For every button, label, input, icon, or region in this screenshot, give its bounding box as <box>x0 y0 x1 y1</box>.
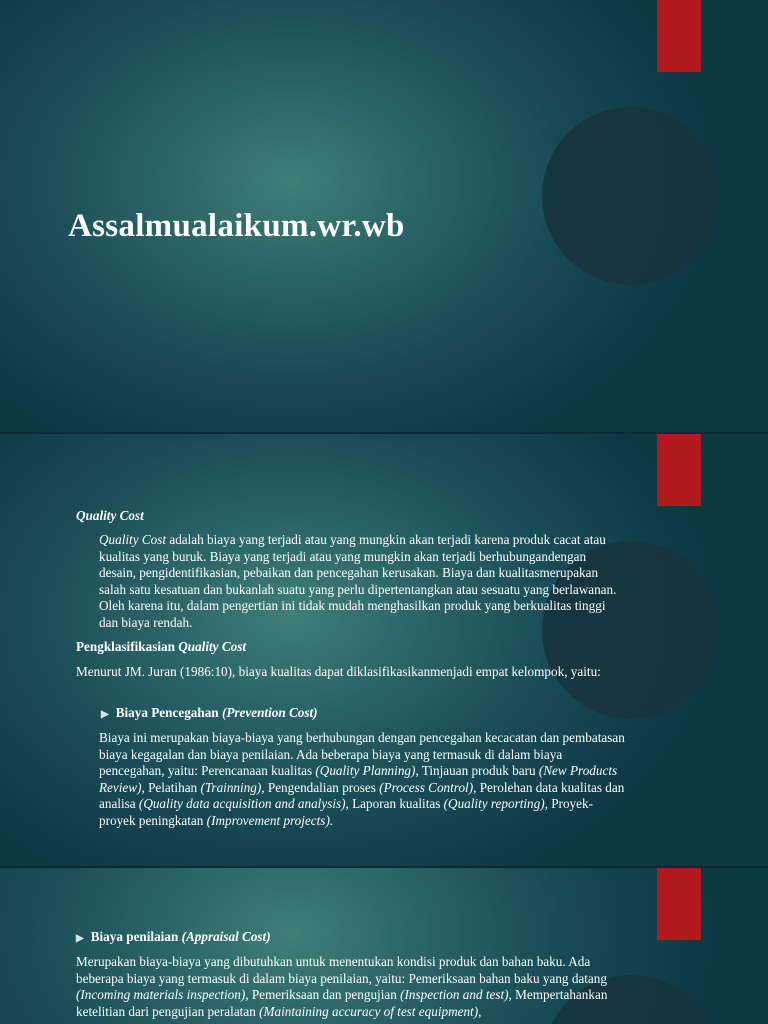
prevention-body-text-run: (Quality data acquisition and analysis), <box>138 796 349 811</box>
triangle-bullet-icon: ▶ <box>101 709 109 720</box>
appraisal-heading-text: Biaya penilaian <box>90 929 182 944</box>
juran-paragraph: Menurut JM. Juran (1986:10), biaya kualitas dapat diklasifikasikanmenjadi empat kelompok, yaitu: <box>76 664 601 679</box>
classification-heading <box>76 639 246 656</box>
appraisal-body-text-run: Pemeriksaan dan pengujian <box>248 987 401 1002</box>
prevention-cost-heading <box>101 705 318 724</box>
quality-cost-heading: Quality Cost <box>76 508 144 523</box>
prevention-body-text-run: (Trainning), <box>200 779 265 795</box>
classification-heading-text: Pengklasifikasian <box>76 639 179 654</box>
prevention-body-text-run: Proyek-proyek peningkatan <box>99 796 593 828</box>
quality-cost-term: Quality Cost <box>99 532 167 547</box>
prevention-body-text-run: Laporan kualitas <box>348 796 444 811</box>
classification-heading-term: Quality Cost <box>178 639 247 654</box>
prevention-body-text-run: (Improvement projects). <box>206 812 334 828</box>
slide-title: Assalmualaikum.wr.wb <box>68 208 405 244</box>
appraisal-body-text-run: Merupakan biaya-biaya yang dibutuhkan untuk menentukan kondisi produk dan bahan baku. Ada beberapa biaya yang termasuk di dalam biaya penilaian, yaitu: Pemeriksaan bahan baku yang datang <box>76 954 607 986</box>
prevention-body-text-run: (New Products Review), <box>99 763 618 795</box>
slide-1 <box>0 0 768 432</box>
prevention-body-text-run: (Process Control), <box>379 779 477 795</box>
quality-cost-definition <box>99 532 617 631</box>
quality-cost-body: adalah biaya yang terjadi atau yang mungkin akan terjadi karena produk cacat atau kualitas yang buruk. Biaya yang terjadi atau yang mungkin akan terjadi berhubungandengan desain, pengidentifikasian, pebaikan dan pencegahan kerusakan. Biaya dan kualitasmerupakan salah satu kesatuan dan bukanlah suatu yang perlu dipertentangkan atau sesuatu yang berlawanan. Oleh karena itu, dalam pengertian ini tidak mudah menghasilkan produk yang berkualitas tinggi dan biaya rendah. <box>99 532 617 630</box>
prevention-body-text-run: Pelatihan <box>144 779 201 795</box>
decorative-circle <box>542 107 720 285</box>
prevention-body-text-run: Biaya ini merupakan biaya-biaya yang berhubungan dengan pencegahan kecacatan dan pembatasan biaya kegagalan dan biaya penilaian. Ada beberapa biaya yang termasuk di dalam biaya pencegahan, yaitu: Perencanaan kualitas <box>99 730 625 778</box>
appraisal-body-text-run: (Incoming materials inspection), <box>76 987 249 1002</box>
appraisal-cost-heading <box>76 929 271 948</box>
prevention-body-text-run: Pengendalian proses <box>264 779 380 795</box>
prevention-body-text-run: Perolehan data kualitas dan analisa <box>99 779 625 811</box>
prevention-cost-body <box>99 730 629 829</box>
appraisal-body-text-run: (Maintaining accuracy of test equipment), <box>259 1003 482 1019</box>
red-accent-bar <box>657 868 701 940</box>
slide-3 <box>0 868 768 1024</box>
prevention-heading-term: (Prevention Cost) <box>221 705 318 720</box>
red-accent-bar <box>657 0 701 72</box>
appraisal-body-text-run: Mempertahankan ketelitian dari pengujian peralatan <box>76 987 608 1019</box>
appraisal-heading-term: (Appraisal Cost) <box>181 929 271 944</box>
prevention-body-text-run: (Quality reporting), <box>443 796 548 811</box>
slide-2 <box>0 434 768 866</box>
prevention-body-text-run: (Quality Planning), <box>315 763 419 778</box>
prevention-heading-text: Biaya Pencegahan <box>115 705 222 720</box>
red-accent-bar <box>657 434 701 506</box>
appraisal-cost-body <box>76 954 621 1020</box>
triangle-bullet-icon: ▶ <box>76 933 84 944</box>
appraisal-body-text-run: (Inspection and test), <box>400 987 512 1002</box>
prevention-body-text-run: Tinjauan produk baru <box>418 763 539 778</box>
